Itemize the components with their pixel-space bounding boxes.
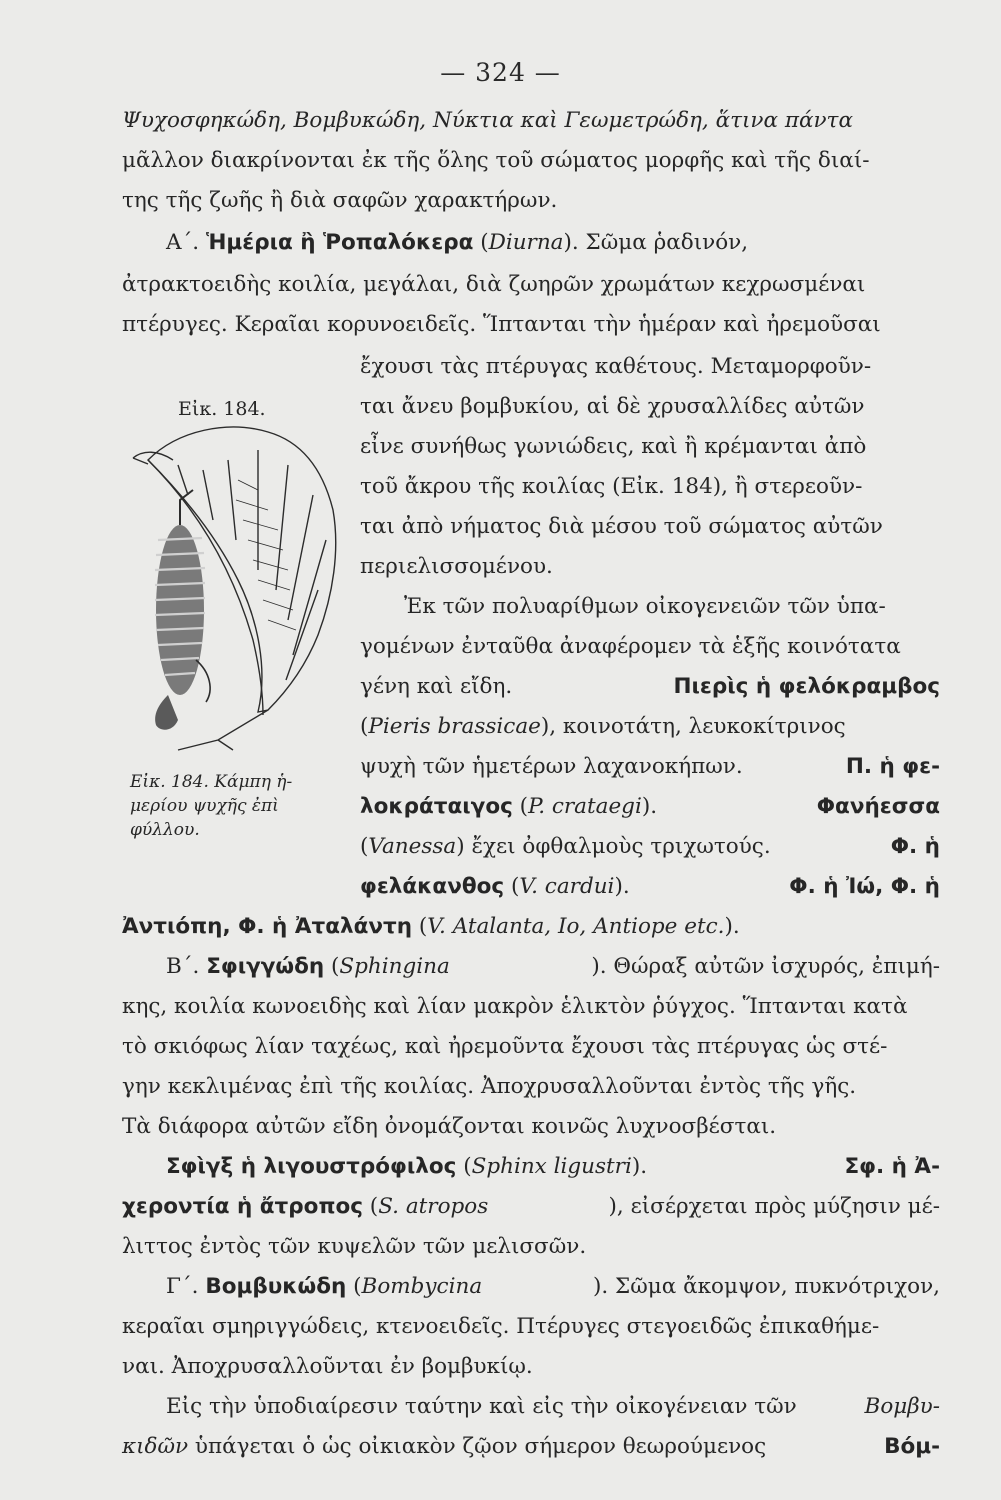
text-line: φελάκανθος (V. cardui). Φ. ἡ Ἰώ, Φ. ἡ — [360, 874, 940, 899]
section-b-heading: Β΄. Σφιγγώδη (Sphingina ). Θώραξ αὐτῶν ἰσχυρός, ἐπιμή- — [166, 954, 940, 979]
text-line: ται ἄνευ βομβυκίου, αἱ δὲ χρυσαλλίδες αὐτῶν — [360, 394, 865, 419]
text-line: χεροντία ἡ ἄτροπος (S. atropos ), εἰσέρχεται πρὸς μύζησιν μέ- — [122, 1194, 940, 1219]
text-line: τοῦ ἄκρου τῆς κοιλίας (Εἰκ. 184), ἢ στερεοῦν- — [360, 474, 863, 499]
text-line: Εἰς τὴν ὑποδιαίρεσιν ταύτην καὶ εἰς τὴν οἰκογένειαν τῶν Βομβυ- — [166, 1394, 940, 1419]
text-line: Τὰ διάφορα αὐτῶν εἴδη ὀνομάζονται κοινῶς λυχνοσβέσται. — [122, 1114, 777, 1139]
figure-label: Εἰκ. 184. — [178, 398, 266, 420]
text-line: κεραῖαι σμηριγγώδεις, κτενοειδεῖς. Πτέρυγες στεγοειδῶς ἐπικαθήμε- — [122, 1314, 880, 1339]
text-line: (Pieris brassicae), κοινοτάτη, λευκοκίτρινος — [360, 714, 846, 739]
section-a-heading: Α΄. Ἡμέρια ἢ Ῥοπαλόκερα ( Diurna ). Σῶμα ῥαδινόν, — [166, 230, 749, 255]
text-line: Ἐκ τῶν πολυαρίθμων οἰκογενειῶν τῶν ὑπα- — [404, 594, 886, 619]
text-line: γην κεκλιμένας ἐπὶ τῆς κοιλίας. Ἀποχρυσαλλοῦνται ἐντὸς τῆς γῆς. — [122, 1074, 857, 1099]
section-c-heading: Γ΄. Βομβυκώδη (Bombycina ). Σῶμα ἄκομψον, πυκνότριχον, — [166, 1274, 940, 1299]
text-line: κης, κοιλία κωνοειδὴς καὶ λίαν μακρὸν ἑλικτὸν ῥύγχος. Ἵπτανται κατὰ — [122, 994, 908, 1019]
text-line: λοκράταιγος (P. crataegi). Φανήεσσα — [360, 794, 940, 819]
text-line: πτέρυγες. Κεραῖαι κορυνοειδεῖς. Ἵπτανται τὴν ἡμέραν καὶ ἠρεμοῦσαι — [122, 312, 881, 337]
text-line: τὸ σκιόφως λίαν ταχέως, καὶ ἠρεμοῦντα ἔχουσι τὰς πτέρυγας ὡς στέ- — [122, 1034, 888, 1059]
text-line: γομένων ἐνταῦθα ἀναφέρομεν τὰ ἑξῆς κοινότατα — [360, 634, 901, 659]
text-line: εἶνε συνήθως γωνιώδεις, καὶ ἢ κρέμανται ἀπὸ — [360, 434, 867, 459]
text-line: λιττος ἐντὸς τῶν κυψελῶν τῶν μελισσῶν. — [122, 1234, 587, 1259]
chrysalis-on-leaf-illustration — [118, 420, 354, 755]
text-line: Σφὶγξ ἡ λιγουστρόφιλος (Sphinx ligustri). Σφ. ἡ Ἀ- — [166, 1154, 940, 1179]
page-number: — 324 — — [440, 58, 561, 87]
text-line: Ἀντιόπη, Φ. ἡ Ἀταλάντη ( V. Atalanta, Io, Antiope etc. ). — [122, 914, 740, 939]
text-line: Ψυχοσφηκώδη, Βομβυκώδη, Νύκτια καὶ Γεωμετρώδη, ἅτινα πάντα — [122, 108, 853, 133]
text-line: (Vanessa) ἔχει ὀφθαλμοὺς τριχωτούς. Φ. ἡ — [360, 834, 940, 859]
text-line: μᾶλλον διακρίνονται ἐκ τῆς ὅλης τοῦ σώματος μορφῆς καὶ τῆς διαί- — [122, 148, 870, 173]
text-line: γένη καὶ εἴδη. Πιερὶς ἡ φελόκραμβος — [360, 674, 940, 699]
text-line: ται ἀπὸ νήματος διὰ μέσου τοῦ σώματος αὐτῶν — [360, 514, 883, 539]
text-line: ναι. Ἀποχρυσαλλοῦνται ἐν βομβυκίῳ. — [122, 1354, 533, 1379]
figure-caption: Εἰκ. 184. Κάμπη ἡ-μερίου ψυχῆς ἐπὶ φύλλου. — [130, 772, 293, 840]
text-line: της τῆς ζωῆς ἢ διὰ σαφῶν χαρακτήρων. — [122, 188, 558, 213]
text-line: ψυχὴ τῶν ἡμετέρων λαχανοκήπων. Π. ἡ φε- — [360, 754, 940, 779]
text-line: ἔχουσι τὰς πτέρυγας καθέτους. Μεταμορφοῦν- — [360, 354, 872, 379]
text-line: περιελισσομένου. — [360, 554, 553, 579]
text-line: ἀτρακτοειδὴς κοιλία, μεγάλαι, διὰ ζωηρῶν χρωμάτων κεχρωσμέναι — [122, 272, 866, 297]
text-line: κιδῶν ὑπάγεται ὁ ὡς οἰκιακὸν ζῷον σήμερον θεωρούμενος Βόμ- — [122, 1434, 940, 1459]
